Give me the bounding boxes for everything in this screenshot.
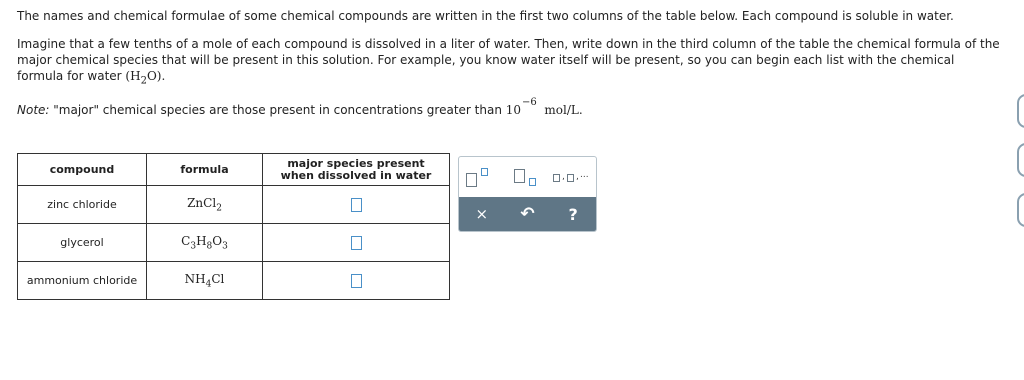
table-row (18, 262, 450, 300)
note-label: Note: (17, 103, 50, 117)
base-box-icon (514, 169, 525, 183)
header-formula: formula (147, 154, 263, 186)
species-answer-cell[interactable] (263, 262, 450, 300)
subscript-box-icon (529, 178, 536, 186)
instructions-body: Imagine that a few tenths of a mole of each compound is dissolved in a liter of water. Then, write down in the third column of the table the chemical formula of the major chemical species that will be present in this solution. For example, you know water itself will be present, so you can begin each list with the chemical formula for water (17, 37, 1000, 83)
header-major-species: major species present when dissolved in water (263, 154, 450, 186)
superscript-box-icon (481, 168, 488, 176)
compound-name: glycerol (18, 224, 147, 262)
species-answer-input[interactable] (351, 198, 362, 212)
note-text (17, 97, 583, 117)
superscript-template-button[interactable] (466, 167, 496, 189)
subscript-template-button[interactable] (514, 167, 544, 189)
note-exponent: −6 (522, 97, 537, 108)
side-tab-handle[interactable] (1017, 143, 1024, 177)
table-header-row (18, 154, 450, 186)
table-row (18, 186, 450, 224)
compound-name: ammonium chloride (18, 262, 147, 300)
list-template-button[interactable]: , , ... (551, 168, 591, 188)
species-answer-cell[interactable] (263, 186, 450, 224)
compound-formula: $NH_4Cl$ (147, 262, 263, 300)
species-answer-input[interactable] (351, 274, 362, 288)
compound-formula: ZnCl$_2$ (147, 186, 263, 224)
note-unit: mol/L. (544, 103, 583, 117)
math-palette (458, 156, 597, 232)
species-answer-input[interactable] (351, 236, 362, 250)
help-icon: ? (568, 204, 578, 224)
close-icon: × (475, 205, 489, 223)
species-answer-cell[interactable] (263, 224, 450, 262)
list-box-icon (567, 174, 574, 182)
base-box-icon (466, 173, 477, 187)
side-tab-handle[interactable] (1017, 94, 1024, 128)
list-dots: ... (580, 170, 589, 180)
palette-templates (459, 157, 596, 197)
side-tab-handle[interactable] (1017, 193, 1024, 227)
header-compound: compound (18, 154, 147, 186)
compound-name: zinc chloride (18, 186, 147, 224)
compound-formula: $C_3H_8O_3$ (147, 224, 263, 262)
table-row (18, 224, 450, 262)
list-box-icon (553, 174, 560, 182)
instructions-text (17, 36, 1002, 89)
undo-icon: ↶ (520, 204, 535, 224)
palette-actions (459, 197, 596, 231)
clear-button[interactable] (459, 197, 505, 231)
note-body: "major" chemical species are those present in concentrations greater than (49, 103, 506, 117)
help-button[interactable] (550, 197, 596, 231)
undo-button[interactable] (505, 197, 551, 231)
species-table (17, 153, 450, 300)
intro-text: The names and chemical formulae of some chemical compounds are written in the first two columns of the table below. Each compound is soluble in water. (17, 9, 954, 23)
note-base: 10 (505, 103, 522, 117)
water-formula: $(H_2O)$. (125, 69, 166, 87)
